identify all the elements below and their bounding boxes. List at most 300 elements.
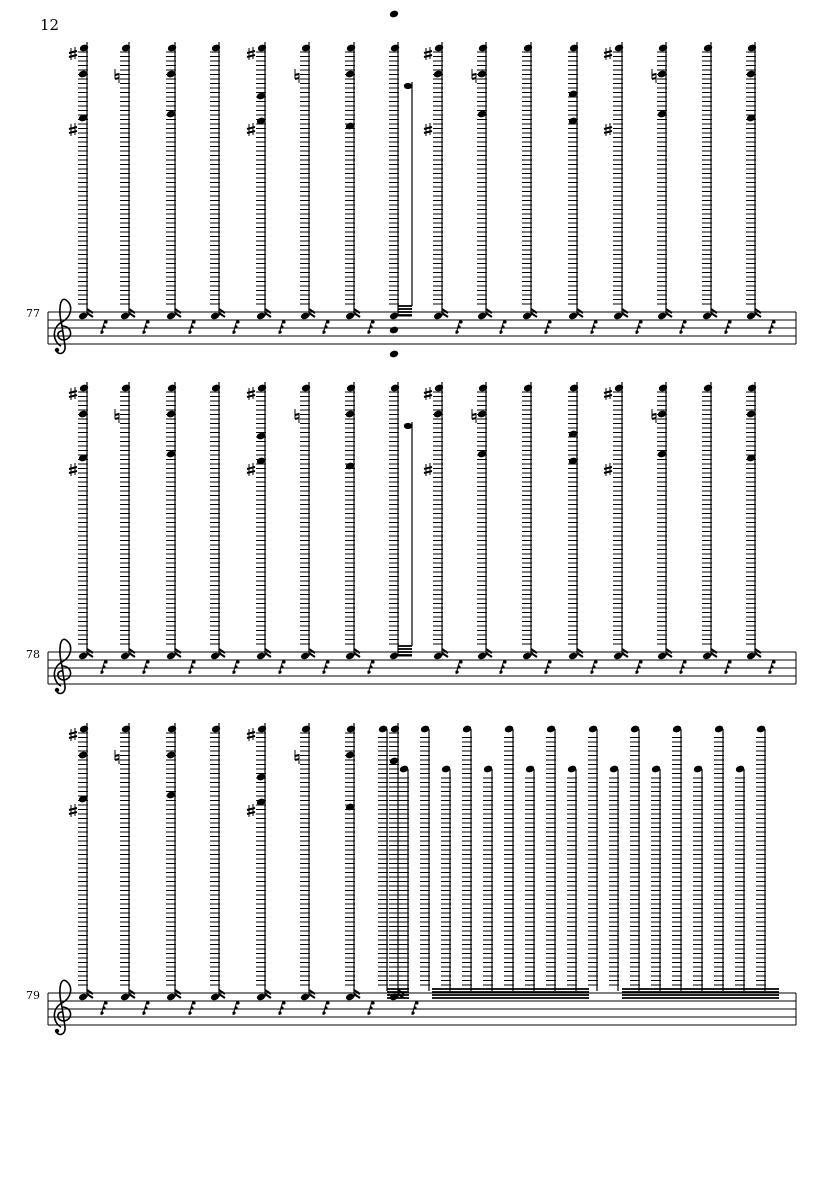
- sharp-icon: [247, 123, 255, 136]
- page-number: 12: [40, 16, 60, 34]
- rest-flag-dot: [544, 670, 547, 673]
- rest-flag-dot: [548, 320, 551, 323]
- rest-flag-dot: [367, 330, 370, 333]
- rest-flag-dot: [282, 660, 285, 663]
- sharp-stroke: [247, 732, 255, 734]
- rest-flag-dot: [100, 330, 103, 333]
- rest-flag-dot: [104, 320, 107, 323]
- rest-flag-dot: [728, 660, 731, 663]
- rest-icon: [544, 660, 551, 674]
- rest-flag-dot: [772, 660, 775, 663]
- rest-flag-dot: [371, 1001, 374, 1004]
- sharp-stroke: [69, 808, 77, 810]
- note-column: [702, 382, 717, 660]
- rest-icon: [768, 660, 775, 674]
- sharp-stroke: [247, 51, 255, 53]
- sharp-stroke: [247, 471, 255, 473]
- rest-flag-dot: [367, 670, 370, 673]
- rest-flag-dot: [146, 660, 149, 663]
- note-column: [78, 382, 93, 660]
- rest-icon: [679, 320, 686, 334]
- note-column: [166, 42, 181, 320]
- run-note: [399, 765, 409, 991]
- rest-flag-dot: [188, 670, 191, 673]
- sharp-icon: [604, 47, 612, 60]
- note-column: [256, 42, 271, 320]
- natural-stroke: [472, 418, 476, 419]
- sharp-stroke: [247, 812, 255, 814]
- rest-flag-dot: [326, 320, 329, 323]
- rest-icon: [142, 1001, 149, 1015]
- sharp-icon: [69, 728, 77, 741]
- note-column: [345, 42, 360, 320]
- sharp-icon: [604, 387, 612, 400]
- natural-icon: [472, 409, 476, 423]
- rest-flag-dot: [681, 665, 684, 668]
- sharp-stroke: [424, 55, 432, 57]
- natural-stroke: [652, 78, 656, 79]
- rest-flag-dot: [681, 325, 684, 328]
- rest-flag-dot: [324, 325, 327, 328]
- note-column: [210, 723, 225, 1001]
- sharp-stroke: [69, 127, 77, 129]
- rest-flag-dot: [322, 670, 325, 673]
- sharp-stroke: [69, 467, 77, 469]
- sharp-icon: [69, 47, 77, 60]
- rest-flag-dot: [322, 1011, 325, 1014]
- rest-icon: [278, 320, 285, 334]
- rest-flag-dot: [104, 660, 107, 663]
- rest-flag-dot: [232, 330, 235, 333]
- sharp-stroke: [69, 131, 77, 133]
- chord-notehead: [389, 326, 399, 335]
- sharp-stroke: [247, 391, 255, 393]
- rest-icon: [278, 1001, 285, 1015]
- sharp-stroke: [247, 395, 255, 397]
- rest-flag-dot: [102, 665, 105, 668]
- sharp-stroke: [604, 391, 612, 393]
- rest-flag-dot: [142, 670, 145, 673]
- run-note: [420, 725, 430, 991]
- rest-flag-dot: [590, 330, 593, 333]
- note-column: [300, 42, 315, 320]
- sharp-stroke: [604, 55, 612, 57]
- rest-flag-dot: [324, 665, 327, 668]
- sharp-stroke: [69, 736, 77, 738]
- natural-icon: [472, 69, 476, 83]
- rest-flag-dot: [413, 1006, 416, 1009]
- rest-flag-dot: [142, 1011, 145, 1014]
- rest-flag-dot: [190, 325, 193, 328]
- note-column: [345, 382, 360, 660]
- natural-icon: [115, 750, 119, 764]
- sharp-icon: [424, 463, 432, 476]
- run-note: [441, 765, 451, 991]
- rest-flag-dot: [726, 325, 729, 328]
- natural-stroke: [115, 414, 119, 415]
- note-column: [433, 42, 448, 320]
- run-note: [756, 725, 766, 991]
- run-note: [525, 765, 535, 991]
- rest-flag-dot: [637, 325, 640, 328]
- run-note: [462, 725, 472, 991]
- note-column: [522, 382, 537, 660]
- rest-flag-dot: [280, 325, 283, 328]
- rest-flag-dot: [415, 1001, 418, 1004]
- chord-notehead: [389, 350, 399, 359]
- sharp-stroke: [247, 131, 255, 133]
- rest-flag-dot: [278, 330, 281, 333]
- natural-icon: [295, 409, 299, 423]
- rest-flag-dot: [457, 325, 460, 328]
- rest-flag-dot: [234, 1006, 237, 1009]
- rest-flag-dot: [724, 670, 727, 673]
- rest-flag-dot: [683, 320, 686, 323]
- sharp-stroke: [69, 55, 77, 57]
- natural-stroke: [472, 414, 476, 415]
- natural-stroke: [115, 755, 119, 756]
- rest-icon: [232, 320, 239, 334]
- treble-clef-icon: [54, 639, 70, 693]
- sharp-stroke: [247, 55, 255, 57]
- rest-icon: [322, 660, 329, 674]
- chord-notehead: [389, 10, 399, 19]
- rest-flag-dot: [683, 660, 686, 663]
- rest-flag-dot: [768, 330, 771, 333]
- rest-flag-dot: [280, 665, 283, 668]
- note-column: [389, 326, 400, 661]
- rest-icon: [142, 320, 149, 334]
- note-column: [522, 42, 537, 320]
- natural-stroke: [295, 755, 299, 756]
- rest-flag-dot: [100, 1011, 103, 1014]
- rest-flag-dot: [726, 665, 729, 668]
- run-note: [483, 765, 493, 991]
- note-column: [389, 0, 400, 320]
- rest-flag-dot: [369, 1006, 372, 1009]
- rest-flag-dot: [190, 665, 193, 668]
- measure-number-79: 79: [26, 989, 40, 1002]
- natural-stroke: [472, 78, 476, 79]
- sharp-icon: [247, 728, 255, 741]
- rest-flag-dot: [724, 330, 727, 333]
- rest-flag-dot: [728, 320, 731, 323]
- rest-flag-dot: [459, 660, 462, 663]
- rest-flag-dot: [679, 330, 682, 333]
- note-column: [746, 42, 761, 320]
- run-note: [609, 765, 619, 991]
- rest-flag-dot: [236, 1001, 239, 1004]
- note-column: [210, 382, 225, 660]
- sharp-stroke: [69, 732, 77, 734]
- note-column: [300, 723, 315, 1001]
- note-column: [345, 723, 360, 1001]
- rest-flag-dot: [104, 1001, 107, 1004]
- sharp-stroke: [424, 391, 432, 393]
- system-3: [48, 989, 796, 1025]
- rest-flag-dot: [590, 670, 593, 673]
- sharp-stroke: [424, 131, 432, 133]
- rest-flag-dot: [501, 665, 504, 668]
- rest-flag-dot: [188, 330, 191, 333]
- sharp-stroke: [247, 736, 255, 738]
- rest-flag-dot: [594, 660, 597, 663]
- sharp-stroke: [604, 127, 612, 129]
- sharp-stroke: [69, 812, 77, 814]
- rest-icon: [635, 320, 642, 334]
- rest-flag-dot: [144, 1006, 147, 1009]
- rest-flag-dot: [188, 1011, 191, 1014]
- rest-icon: [635, 660, 642, 674]
- rest-icon: [367, 320, 374, 334]
- natural-stroke: [295, 78, 299, 79]
- rest-icon: [278, 660, 285, 674]
- rest-flag-dot: [503, 320, 506, 323]
- natural-icon: [295, 750, 299, 764]
- rest-flag-dot: [371, 320, 374, 323]
- rest-flag-dot: [324, 1006, 327, 1009]
- sharp-icon: [247, 387, 255, 400]
- sharp-stroke: [424, 471, 432, 473]
- rest-flag-dot: [192, 660, 195, 663]
- sharp-stroke: [247, 808, 255, 810]
- rest-flag-dot: [100, 670, 103, 673]
- note-column: [568, 382, 583, 660]
- rest-icon: [100, 320, 107, 334]
- run-note: [735, 765, 745, 991]
- natural-stroke: [652, 418, 656, 419]
- rest-flag-dot: [637, 665, 640, 668]
- rest-flag-dot: [190, 1006, 193, 1009]
- rest-icon: [679, 660, 686, 674]
- note-column: [657, 382, 672, 660]
- rest-flag-dot: [679, 670, 682, 673]
- rest-flag-dot: [144, 665, 147, 668]
- rest-icon: [232, 1001, 239, 1015]
- rest-flag-dot: [639, 660, 642, 663]
- rest-flag-dot: [369, 325, 372, 328]
- sharp-stroke: [69, 471, 77, 473]
- run-note: [693, 765, 703, 991]
- note-column: [477, 382, 492, 660]
- natural-icon: [652, 409, 656, 423]
- rest-flag-dot: [371, 660, 374, 663]
- natural-stroke: [472, 74, 476, 75]
- note-column: [389, 723, 404, 1001]
- rest-icon: [188, 660, 195, 674]
- sharp-icon: [604, 463, 612, 476]
- natural-stroke: [295, 74, 299, 75]
- rest-icon: [499, 320, 506, 334]
- rest-icon: [100, 1001, 107, 1015]
- rest-flag-dot: [546, 665, 549, 668]
- sharp-stroke: [424, 127, 432, 129]
- rest-flag-dot: [635, 670, 638, 673]
- sharp-icon: [69, 123, 77, 136]
- treble-clef-icon: [54, 299, 70, 353]
- rest-flag-dot: [192, 320, 195, 323]
- rest-flag-dot: [768, 670, 771, 673]
- rest-flag-dot: [102, 325, 105, 328]
- rest-flag-dot: [326, 660, 329, 663]
- natural-stroke: [652, 414, 656, 415]
- rest-flag-dot: [770, 665, 773, 668]
- sharp-icon: [69, 804, 77, 817]
- note-column: [613, 42, 628, 320]
- rest-icon: [724, 320, 731, 334]
- note-column: [477, 42, 492, 320]
- beamed-pair: [398, 422, 412, 656]
- rest-icon: [590, 320, 597, 334]
- rest-flag-dot: [236, 660, 239, 663]
- sharp-stroke: [424, 395, 432, 397]
- rest-flag-dot: [146, 1001, 149, 1004]
- clef-dot: [55, 348, 59, 352]
- run-note: [714, 725, 724, 991]
- rest-flag-dot: [546, 325, 549, 328]
- rest-flag-dot: [503, 660, 506, 663]
- sharp-icon: [424, 387, 432, 400]
- natural-icon: [652, 69, 656, 83]
- note-column: [433, 382, 448, 660]
- rest-flag-dot: [411, 1011, 414, 1014]
- note-column: [120, 723, 135, 1001]
- rest-flag-dot: [770, 325, 773, 328]
- sharp-stroke: [424, 467, 432, 469]
- sharp-icon: [604, 123, 612, 136]
- treble-clef-icon: [54, 980, 70, 1034]
- rest-icon: [590, 660, 597, 674]
- rest-flag-dot: [144, 325, 147, 328]
- rest-flag-dot: [592, 325, 595, 328]
- rest-flag-dot: [278, 670, 281, 673]
- rest-flag-dot: [367, 1011, 370, 1014]
- rest-flag-dot: [280, 1006, 283, 1009]
- natural-stroke: [115, 78, 119, 79]
- rest-icon: [724, 660, 731, 674]
- natural-stroke: [115, 74, 119, 75]
- sharp-stroke: [604, 131, 612, 133]
- rest-icon: [544, 320, 551, 334]
- rest-icon: [367, 1001, 374, 1015]
- rest-icon: [455, 660, 462, 674]
- note-column: [210, 42, 225, 320]
- note-column: [166, 723, 181, 1001]
- natural-stroke: [652, 74, 656, 75]
- sharp-icon: [424, 47, 432, 60]
- sharp-stroke: [69, 391, 77, 393]
- rest-icon: [232, 660, 239, 674]
- rest-flag-dot: [455, 330, 458, 333]
- rest-flag-dot: [278, 1011, 281, 1014]
- sharp-stroke: [69, 395, 77, 397]
- rest-flag-dot: [544, 330, 547, 333]
- run-note: [672, 725, 682, 991]
- rest-flag-dot: [772, 320, 775, 323]
- rest-flag-dot: [142, 330, 145, 333]
- run-note: [630, 725, 640, 991]
- rest-flag-dot: [282, 1001, 285, 1004]
- rest-flag-dot: [499, 330, 502, 333]
- note-column: [300, 382, 315, 660]
- rest-flag-dot: [594, 320, 597, 323]
- run-note: [378, 725, 388, 991]
- natural-stroke: [115, 418, 119, 419]
- sharp-stroke: [247, 467, 255, 469]
- rest-flag-dot: [282, 320, 285, 323]
- run-note: [651, 765, 661, 991]
- natural-icon: [295, 69, 299, 83]
- rest-flag-dot: [322, 330, 325, 333]
- rest-flag-dot: [501, 325, 504, 328]
- note-column: [78, 42, 93, 320]
- clef-dot: [55, 688, 59, 692]
- rest-flag-dot: [234, 665, 237, 668]
- note-column: [120, 382, 135, 660]
- rest-flag-dot: [234, 325, 237, 328]
- rest-flag-dot: [457, 665, 460, 668]
- sharp-icon: [247, 47, 255, 60]
- natural-stroke: [115, 759, 119, 760]
- rest-icon: [188, 320, 195, 334]
- notehead: [404, 423, 412, 429]
- rest-icon: [322, 1001, 329, 1015]
- rest-flag-dot: [455, 670, 458, 673]
- rest-flag-dot: [592, 665, 595, 668]
- rest-flag-dot: [232, 670, 235, 673]
- note-column: [613, 382, 628, 660]
- rest-flag-dot: [192, 1001, 195, 1004]
- rest-icon: [455, 320, 462, 334]
- rest-flag-dot: [459, 320, 462, 323]
- sharp-icon: [424, 123, 432, 136]
- rest-flag-dot: [635, 330, 638, 333]
- rest-flag-dot: [369, 665, 372, 668]
- note-column: [256, 382, 271, 660]
- note-column: [568, 42, 583, 320]
- sharp-icon: [69, 387, 77, 400]
- run-note: [546, 725, 556, 991]
- measure-number-77: 77: [26, 307, 40, 320]
- rest-icon: [188, 1001, 195, 1015]
- natural-stroke: [295, 759, 299, 760]
- run-note: [588, 725, 598, 991]
- measure-number-78: 78: [26, 648, 40, 661]
- run-note: [567, 765, 577, 991]
- sharp-icon: [247, 804, 255, 817]
- note-column: [120, 42, 135, 320]
- notehead: [404, 83, 412, 89]
- rest-flag-dot: [548, 660, 551, 663]
- note-column: [78, 723, 93, 1001]
- sharp-stroke: [604, 467, 612, 469]
- natural-stroke: [295, 414, 299, 415]
- sharp-stroke: [424, 51, 432, 53]
- rest-flag-dot: [232, 1011, 235, 1014]
- sharp-stroke: [247, 127, 255, 129]
- rest-icon: [142, 660, 149, 674]
- rest-icon: [411, 1001, 418, 1015]
- natural-icon: [115, 69, 119, 83]
- rest-icon: [499, 660, 506, 674]
- note-column: [657, 42, 672, 320]
- rest-flag-dot: [102, 1006, 105, 1009]
- note-column: [746, 382, 761, 660]
- sharp-icon: [247, 463, 255, 476]
- rest-flag-dot: [236, 320, 239, 323]
- natural-icon: [115, 409, 119, 423]
- note-column: [256, 723, 271, 1001]
